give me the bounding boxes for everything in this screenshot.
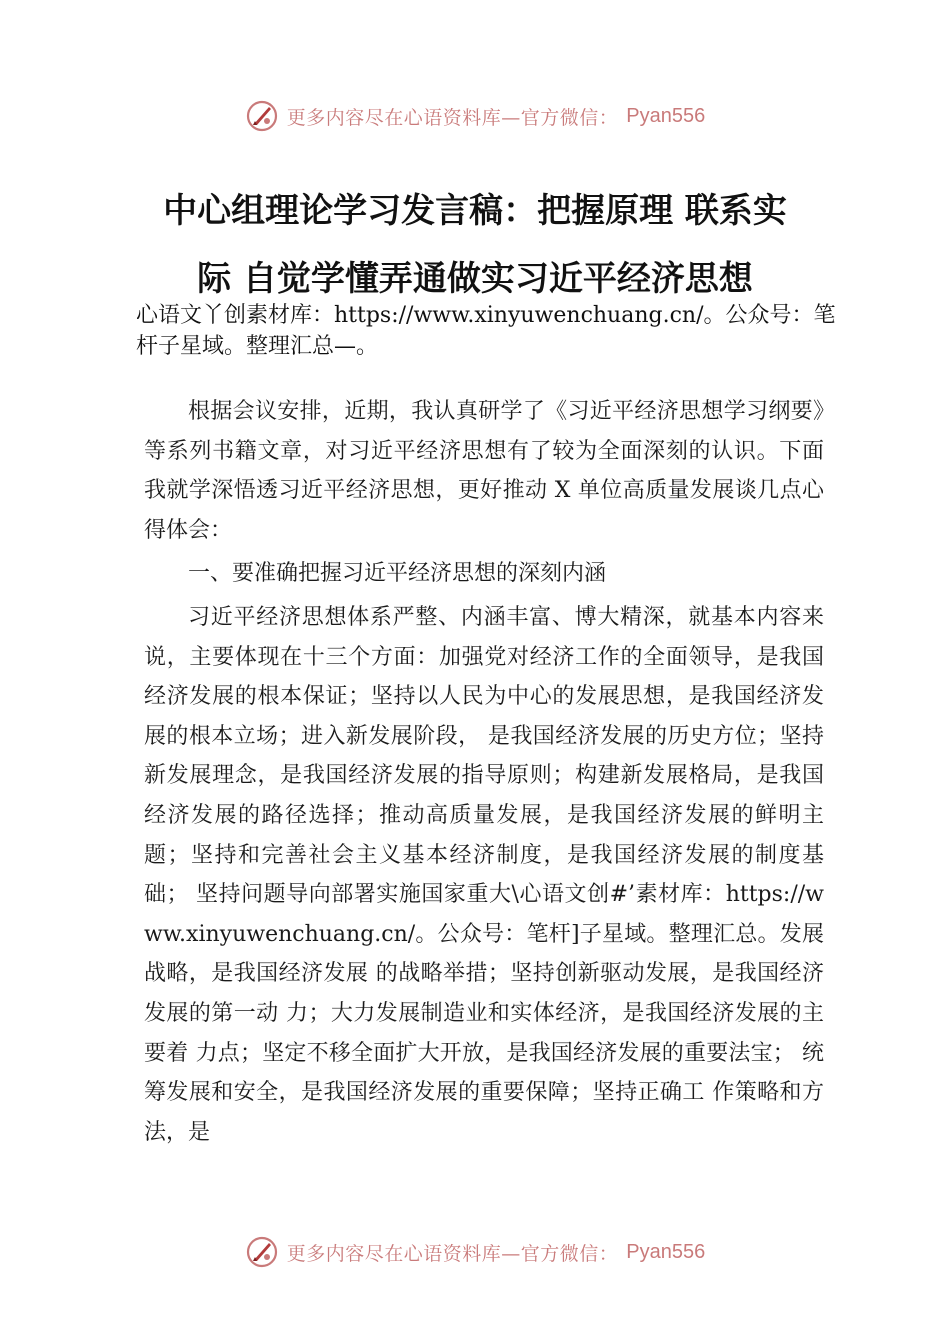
header-banner (0, 96, 950, 136)
paragraph-intro: 根据会议安排，近期，我认真研学了《习近平经济思想学习纲要》等系列书籍文章，对习近平经济思想有了较为全面深刻的认识。下面我就学深悟透习近平经济思想，更好推动 X 单位高质量发展谈几点心得体会： (144, 399, 824, 543)
quill-seal-icon (245, 99, 279, 133)
section-heading-1: 一、要准确把握习近平经济思想的深刻内涵 (188, 561, 607, 587)
banner-text: 更多内容尽在心语资料库—官方微信： (286, 106, 619, 129)
document-title-line-1: 中心组理论学习发言稿：把握原理 联系实 (163, 191, 787, 231)
banner-wechat-id: Pyan556 (626, 1240, 706, 1263)
document-body (144, 392, 824, 1152)
document-title-line-2: 际 自觉学懂弄通做实习近平经济思想 (197, 259, 753, 299)
paragraph-section-1: 习近平经济思想体系严整、内涵丰富、博大精深，就基本内容来说，主要体现在十三个方面：加强党对经济工作的全面领导，是我国经济发展的根本保证；坚持以人民为中心的发展思想，是我国经济发展的根本立场；进入新发展阶段， 是我国经济发展的历史方位；坚持新发展理念，是我国经济发展的指导原则；构建新发展格局，是我国经济发展的路径选择；推动高质量发展，是我国经济发展的鲜明主题；坚持和完善社会主义基本经济制度，是我国经济发展的制度基础； 坚持问题导向部署实施国家重大\心语文创#’素材库：https://www.xinyuwenchuang.cn/。公众号：笔杆]子星域。整理汇总。发展战略，是我国经济发展 的战略举措；坚持创新驱动发展，是我国经济发展的第一动 力；大力发展制造业和实体经济，是我国经济发展的主要着 力点；坚定不移全面扩大开放，是我国经济发展的重要法宝； 统筹发展和安全，是我国经济发展的重要保障；坚持正确工 作策略和方法，是 (144, 604, 824, 1145)
banner-wechat-id: Pyan556 (626, 104, 706, 127)
source-note: 心语文丫创素材库：https://www.xinyuwenchuang.cn/。公众号：笔杆子星域。整理汇总—。 (136, 303, 836, 359)
footer-banner (0, 1232, 950, 1272)
banner-text: 更多内容尽在心语资料库—官方微信： (286, 1242, 619, 1265)
quill-seal-icon (245, 1235, 279, 1269)
